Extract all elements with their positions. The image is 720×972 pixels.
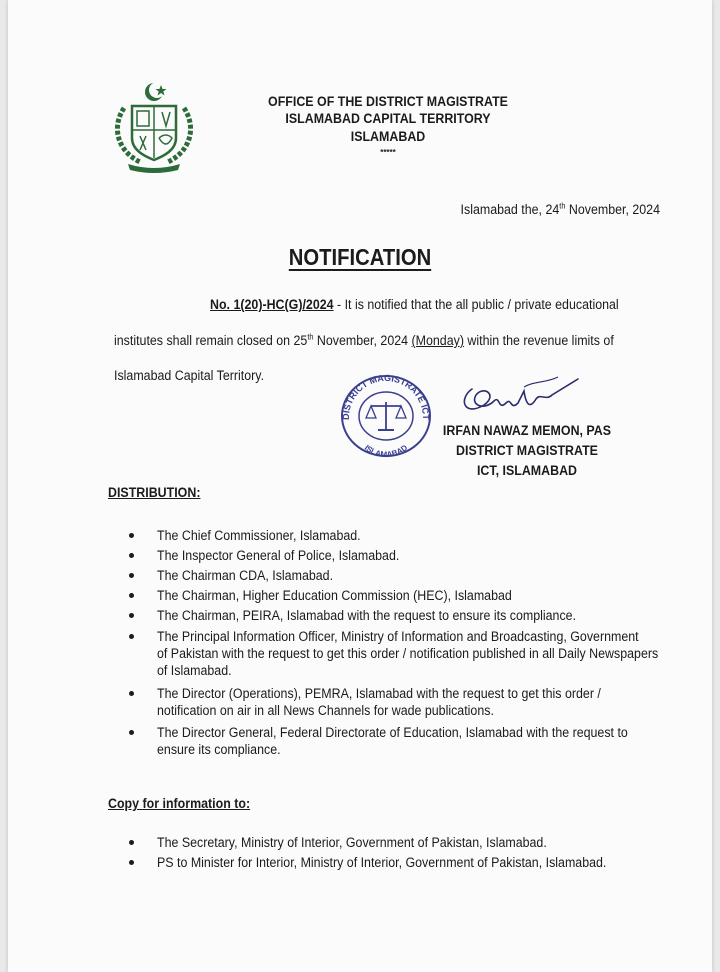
list-item: The Principal Information Officer, Ministry of Information and Broadcasting, Government of Pakistan with the request to get this order / notification published in all Daily Newspapers of Islamabad.: [157, 629, 659, 678]
signatory-location: ICT, ISLAMABAD: [476, 463, 578, 478]
bullet: [126, 834, 146, 852]
list-item: The Chairman CDA, Islamabad.: [157, 568, 334, 583]
signature-icon: [454, 365, 584, 425]
svg-text:DISTRICT MAGISTRATE ICT: DISTRICT MAGISTRATE ICT: [340, 372, 432, 421]
bullet: [126, 567, 146, 585]
list-item: PS to Minister for Interior, Ministry of Interior, Government of Pakistan, Islamabad.: [157, 855, 607, 870]
svg-text:ISLAMABAD: ISLAMABAD: [362, 443, 410, 460]
list-item: The Chief Commissioner, Islamabad.: [157, 528, 361, 543]
notice-line-3: Islamabad Capital Territory.: [114, 368, 265, 383]
copy-heading: Copy for information to:: [108, 796, 251, 811]
list-item: The Chairman, Higher Education Commission (HEC), Islamabad: [157, 588, 512, 603]
state-emblem-icon: [106, 78, 202, 174]
bullet: [126, 587, 146, 605]
distribution-heading: DISTRIBUTION:: [108, 485, 201, 500]
bullet: [126, 607, 146, 625]
list-item: The Secretary, Ministry of Interior, Government of Pakistan, Islamabad.: [157, 835, 547, 850]
territory-title: ISLAMABAD CAPITAL TERRITORY: [285, 111, 491, 126]
bullet: [126, 724, 146, 742]
bullet: [126, 527, 146, 545]
notice-line-2: institutes shall remain closed on 25th November, 2024 (Monday) within the revenue limits of: [114, 332, 614, 348]
document-title: NOTIFICATION: [288, 244, 432, 270]
city-title: ISLAMABAD: [350, 129, 426, 144]
list-item: The Inspector General of Police, Islamabad.: [157, 548, 400, 563]
list-item: The Chairman, PEIRA, Islamabad with the request to ensure its compliance.: [157, 608, 577, 623]
reference-number: No. 1(20)-HC(G)/2024: [210, 297, 334, 312]
office-title: OFFICE OF THE DISTRICT MAGISTRATE: [268, 94, 508, 109]
document-page: [8, 0, 712, 972]
bullet: [126, 854, 146, 872]
signatory-designation: DISTRICT MAGISTRATE: [456, 443, 598, 458]
header-stars: *****: [380, 148, 396, 157]
signatory-name: IRFAN NAWAZ MEMON, PAS: [442, 423, 612, 438]
bullet: [126, 685, 146, 703]
list-item: The Director General, Federal Directorate of Education, Islamabad with the request to ensure its compliance.: [157, 725, 628, 757]
list-item: The Director (Operations), PEMRA, Islamabad with the request to get this order / notification on air in all News Channels for wade publications.: [157, 686, 601, 718]
magistrate-stamp-icon: [335, 368, 437, 464]
dateline: Islamabad the, 24th November, 2024: [460, 201, 660, 217]
bullet: [126, 547, 146, 565]
notice-line-1: No. 1(20)-HC(G)/2024 - It is notified that the all public / private educational: [210, 297, 619, 312]
bullet: [126, 628, 146, 646]
